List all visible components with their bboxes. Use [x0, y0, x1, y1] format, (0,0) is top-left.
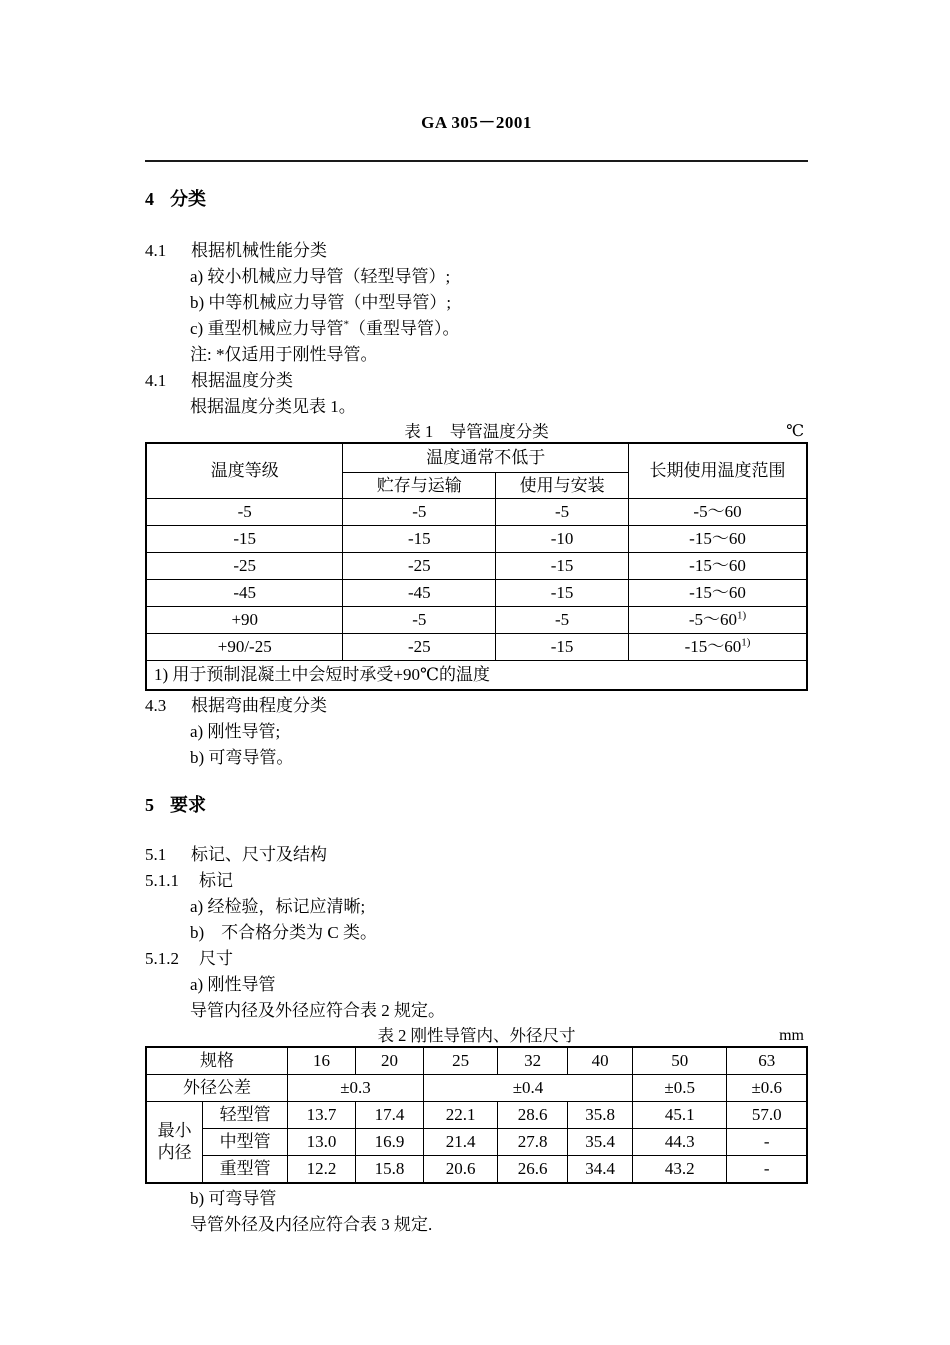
section-number: 4	[145, 189, 154, 209]
table1-caption-row	[145, 422, 808, 442]
list-item: a) 刚性导管;	[190, 722, 281, 741]
cell: -15	[496, 634, 629, 661]
table-row	[146, 580, 807, 607]
clause-5-1	[145, 842, 808, 868]
header-cell: 50	[632, 1047, 727, 1075]
cell: -5	[496, 499, 629, 526]
clause-title: 根据机械性能分类	[191, 241, 327, 260]
cell	[629, 499, 807, 526]
cell: 27.8	[498, 1129, 568, 1156]
footnote-ref: 1)	[737, 609, 747, 622]
cell-text: -15～60	[689, 556, 746, 575]
clause-5-1-2	[145, 946, 808, 972]
page-content	[145, 112, 808, 1238]
header-rule	[145, 160, 808, 162]
asterisk-superscript: *	[343, 318, 349, 331]
label-line: 最小	[157, 1121, 192, 1140]
cell-text: -15～60	[689, 529, 746, 548]
section-5-body	[145, 842, 808, 1024]
clause-title: 标记	[199, 871, 233, 890]
header-cell: 40	[568, 1047, 633, 1075]
cell: +90/-25	[146, 634, 343, 661]
paragraph: 导管外径及内径应符合表 3 规定.	[190, 1215, 433, 1234]
list-item: b) 可弯导管	[190, 1189, 277, 1208]
section-5-1-2-b	[145, 1186, 808, 1238]
cell: 35.8	[568, 1102, 633, 1129]
clause-4-2	[145, 368, 808, 394]
header-cell: 使用与安装	[496, 473, 629, 499]
clause-title: 尺寸	[199, 949, 233, 968]
clause-title: 标记、尺寸及结构	[191, 845, 327, 864]
clause-number: 4.3	[145, 696, 167, 715]
cell: 13.7	[287, 1102, 355, 1129]
table-row	[146, 607, 807, 634]
cell: 15.8	[356, 1156, 424, 1184]
clause-number: 5.1	[145, 845, 167, 864]
header-cell: 规格	[146, 1047, 287, 1075]
cell: -15	[496, 580, 629, 607]
paragraph: 根据温度分类见表 1。	[190, 397, 356, 416]
note-line: 注: *仅适用于刚性导管。	[190, 345, 378, 364]
cell: -5	[343, 499, 496, 526]
row-label: 外径公差	[146, 1075, 287, 1102]
clause-number: 4.1	[145, 371, 167, 390]
header-cell: 温度等级	[146, 443, 343, 499]
section-4-body	[145, 238, 808, 420]
table-row	[146, 1129, 807, 1156]
header-cell: 温度通常不低于	[343, 443, 629, 473]
cell: 28.6	[498, 1102, 568, 1129]
cell: -5	[146, 499, 343, 526]
section-4-heading	[145, 187, 808, 212]
header-cell: 贮存与运输	[343, 473, 496, 499]
section-4-3-body	[145, 693, 808, 771]
list-item: a) 刚性导管	[190, 975, 276, 994]
cell: -25	[146, 553, 343, 580]
header-cell: 32	[498, 1047, 568, 1075]
header-cell: 63	[727, 1047, 807, 1075]
table-row	[146, 1156, 807, 1184]
cell: 12.2	[287, 1156, 355, 1184]
cell: -15	[343, 526, 496, 553]
cell: -	[727, 1129, 807, 1156]
list-item: a) 经检验，标记应清晰;	[190, 897, 366, 916]
row-group-label	[146, 1102, 203, 1184]
table-row	[146, 499, 807, 526]
header-cell: 20	[356, 1047, 424, 1075]
cell	[629, 526, 807, 553]
standard-number-header: GA 305－2001	[421, 113, 532, 132]
cell: 20.6	[424, 1156, 498, 1184]
table2-rigid-conduit-dimensions	[145, 1046, 808, 1184]
cell: -5	[343, 607, 496, 634]
clause-4-3	[145, 693, 808, 719]
list-item: b) 不合格分类为 C 类。	[190, 923, 377, 942]
cell: -15	[146, 526, 343, 553]
cell: 26.6	[498, 1156, 568, 1184]
tolerance-row	[146, 1075, 807, 1102]
table1-temperature-classification	[145, 442, 808, 691]
cell-text: -15～60	[689, 583, 746, 602]
table2-caption: 表 2 刚性导管内、外径尺寸	[377, 1026, 576, 1045]
cell	[629, 580, 807, 607]
section-5-heading	[145, 793, 808, 818]
cell	[629, 553, 807, 580]
cell	[629, 634, 807, 661]
cell: -45	[146, 580, 343, 607]
cell: 43.2	[632, 1156, 727, 1184]
label-line: 内径	[157, 1143, 192, 1162]
header-cell: 长期使用温度范围	[629, 443, 807, 499]
cell: -10	[496, 526, 629, 553]
table-header-row	[146, 1047, 807, 1075]
cell: ±0.6	[727, 1075, 807, 1102]
list-item: b) 可弯导管。	[190, 748, 294, 767]
row-label: 重型管	[203, 1156, 288, 1184]
clause-title: 根据温度分类	[191, 371, 293, 390]
table-row	[146, 526, 807, 553]
footnote-ref: 1)	[741, 636, 751, 649]
header-cell: 25	[424, 1047, 498, 1075]
list-item	[145, 316, 808, 342]
cell: 17.4	[356, 1102, 424, 1129]
list-item-text: c) 重型机械应力导管	[190, 319, 344, 338]
cell-text: -5～60	[693, 502, 742, 521]
cell: -45	[343, 580, 496, 607]
cell: 57.0	[727, 1102, 807, 1129]
cell: 45.1	[632, 1102, 727, 1129]
list-item: a) 较小机械应力导管（轻型导管）;	[190, 267, 451, 286]
cell-text: -15～60	[684, 637, 742, 656]
table1-footnote: 1) 用于预制混凝土中会短时承受+90℃的温度	[146, 661, 807, 691]
clause-4-1	[145, 238, 808, 264]
table-row	[146, 1102, 807, 1129]
table-footnote-row	[146, 661, 807, 691]
cell: 21.4	[424, 1129, 498, 1156]
cell: +90	[146, 607, 343, 634]
table-row	[146, 634, 807, 661]
table1-unit: ℃	[786, 423, 804, 440]
clause-number: 4.1	[145, 241, 167, 260]
cell: 13.0	[287, 1129, 355, 1156]
cell: -5	[496, 607, 629, 634]
list-item: b) 中等机械应力导管（中型导管）;	[190, 293, 452, 312]
clause-5-1-1	[145, 868, 808, 894]
cell: ±0.3	[287, 1075, 423, 1102]
cell	[629, 607, 807, 634]
row-label: 中型管	[203, 1129, 288, 1156]
cell: 34.4	[568, 1156, 633, 1184]
header-cell: 16	[287, 1047, 355, 1075]
table1-caption: 表 1 导管温度分类	[404, 422, 549, 441]
section-number: 5	[145, 795, 154, 815]
cell: 44.3	[632, 1129, 727, 1156]
clause-number: 5.1.2	[145, 949, 179, 968]
cell: 35.4	[568, 1129, 633, 1156]
table-row	[146, 553, 807, 580]
cell: ±0.4	[424, 1075, 633, 1102]
section-title: 分类	[170, 189, 206, 209]
cell: -25	[343, 553, 496, 580]
cell: -15	[496, 553, 629, 580]
table-header-row	[146, 443, 807, 473]
list-item-text: （重型导管）。	[348, 319, 460, 338]
section-title: 要求	[170, 795, 206, 815]
cell: -25	[343, 634, 496, 661]
clause-number: 5.1.1	[145, 871, 179, 890]
cell: 16.9	[356, 1129, 424, 1156]
paragraph: 导管内径及外径应符合表 2 规定。	[190, 1001, 445, 1020]
cell: 22.1	[424, 1102, 498, 1129]
cell: -	[727, 1156, 807, 1184]
cell: ±0.5	[632, 1075, 727, 1102]
cell-text: -5～60	[688, 610, 737, 629]
table2-caption-row	[145, 1026, 808, 1046]
row-label: 轻型管	[203, 1102, 288, 1129]
table2-unit: mm	[779, 1027, 804, 1044]
clause-title: 根据弯曲程度分类	[191, 696, 327, 715]
